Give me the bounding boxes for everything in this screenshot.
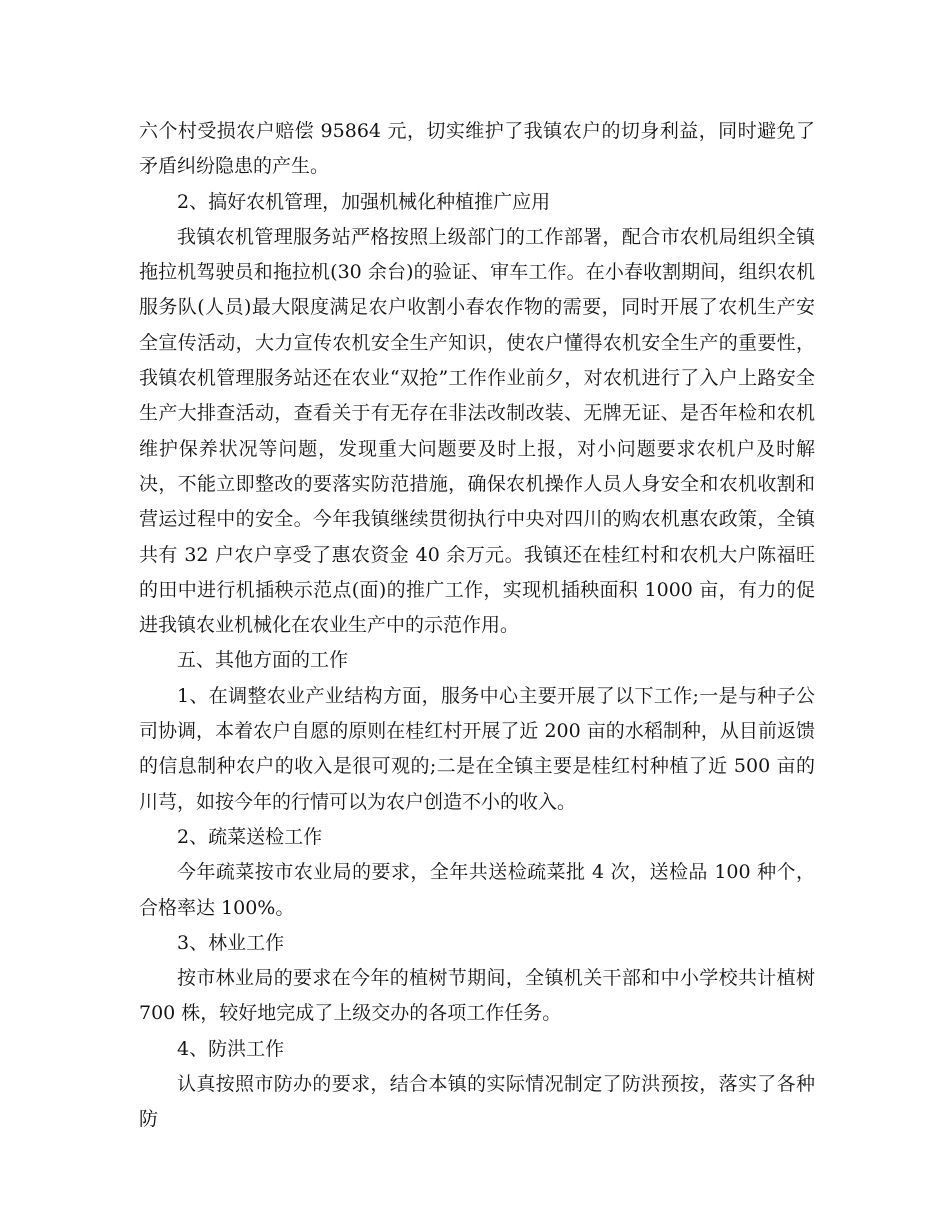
paragraph-forestry: 按市林业局的要求在今年的植树节期间，全镇机关干部和中小学校共计植树700 株，较好地完成了上级交办的各项工作任务。 bbox=[139, 967, 815, 1025]
document-body bbox=[139, 114, 815, 1138]
heading-flood-control: 4、防洪工作 bbox=[177, 1037, 285, 1060]
heading-farm-machinery: 2、搞好农机管理，加强机械化种植推广应用 bbox=[177, 190, 551, 213]
paragraph-flood-control: 认真按照市防办的要求，结合本镇的实际情况制定了防洪预按，落实了各种防 bbox=[139, 1073, 815, 1131]
paragraph-farm-machinery: 我镇农机管理服务站严格按照上级部门的工作部署，配合市农机局组织全镇拖拉机驾驶员和拖拉机(30 余台)的验证、审车工作。在小春收割期间，组织农机服务队(人员)最大限度满足农户收割小春农作物的需要，同时开展了农机生产安全宣传活动，大力宣传农机安全生产知识，使农户懂得农机安全生产的重要性，我镇农机管理服务站还在农业“双抢”工作作业前夕，对农机进行了入户上路安全生产大排查活动，查看关于有无存在非法改制改装、无牌无证、是否年检和农机维护保养状况等问题，发现重大问题要及时上报，对小问题要求农机户及时解决，不能立即整改的要落实防范措施，确保农机操作人员人身安全和农机收割和营运过程中的安全。今年我镇继续贯彻执行中央对四川的购农机惠农政策，全镇共有 32 户农户享受了惠农资金 40 余万元。我镇还在桂红村和农机大户陈福旺的田中进行机插秧示范点(面)的推广工作，实现机插秧面积 1000 亩，有力的促进我镇农业机械化在农业生产中的示范作用。 bbox=[139, 225, 815, 637]
paragraph-industry-structure: 1、在调整农业产业结构方面，服务中心主要开展了以下工作;一是与种子公司协调，本着农户自愿的原则在桂红村开展了近 200 亩的水稻制种，从目前返馈的信息制种农户的收入是很可观的;二是在全镇主要是桂红村种植了近 500 亩的川芎，如按今年的行情可以为农户创造不小的收入。 bbox=[139, 684, 815, 813]
paragraph-vegetable-inspection: 今年疏菜按市农业局的要求，全年共送检疏菜批 4 次，送检品 100 种个，合格率达 100%。 bbox=[139, 861, 815, 919]
heading-forestry: 3、林业工作 bbox=[177, 931, 285, 954]
heading-vegetable-inspection: 2、疏菜送检工作 bbox=[177, 825, 323, 848]
heading-other-work: 五、其他方面的工作 bbox=[177, 649, 349, 672]
paragraph-compensation: 六个村受损农户赔偿 95864 元，切实维护了我镇农户的切身利益，同时避免了矛盾纠纷隐患的产生。 bbox=[139, 120, 815, 178]
